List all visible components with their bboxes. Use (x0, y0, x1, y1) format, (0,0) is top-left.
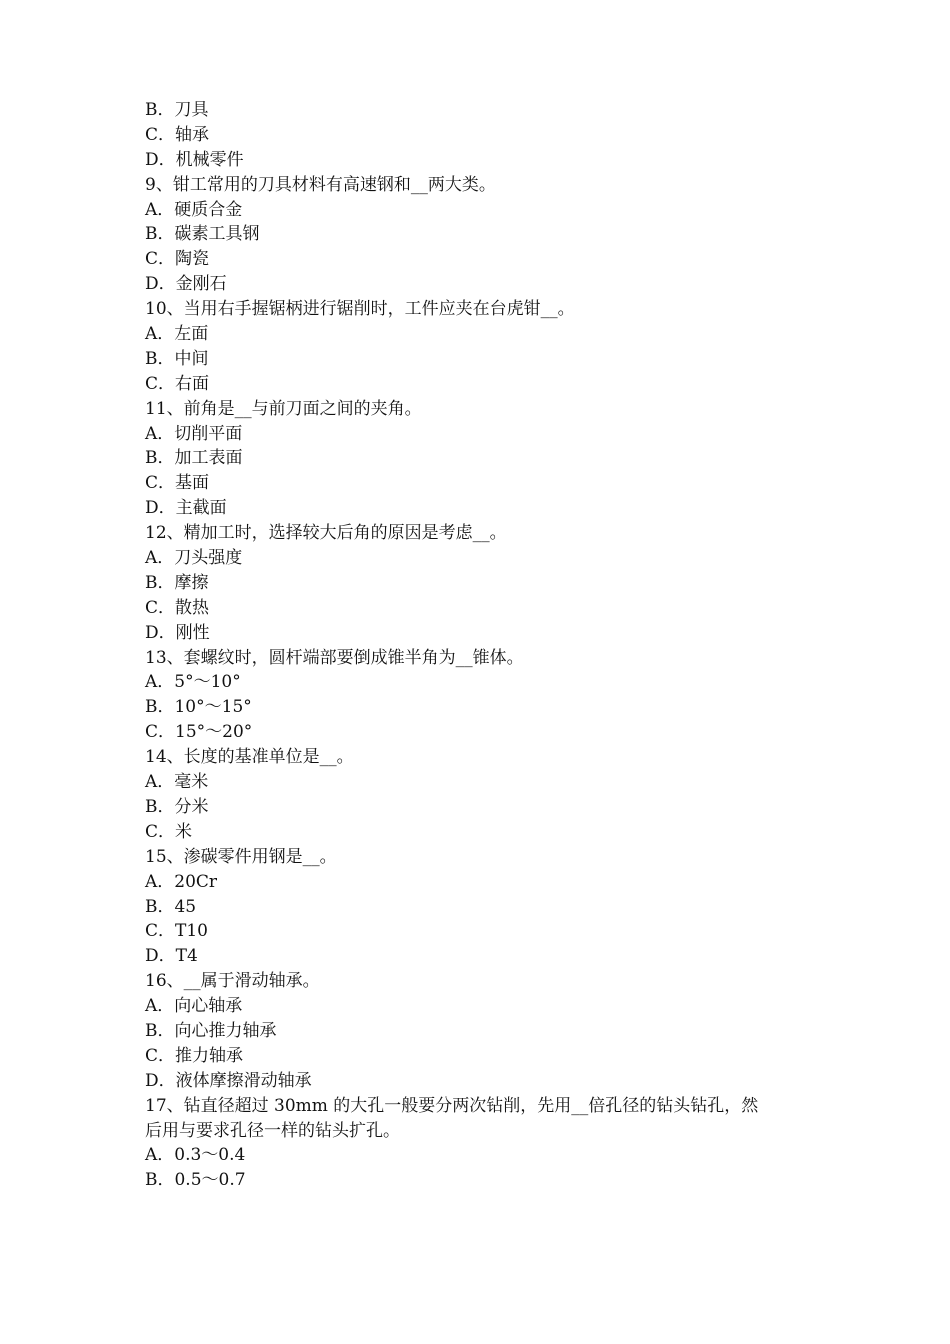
option-line: C．米 (145, 821, 193, 842)
option-line: C．轴承 (145, 124, 210, 145)
option-line: C．右面 (145, 373, 210, 394)
option-line: A．硬质合金 (145, 199, 243, 220)
question-13: 13、套螺纹时，圆杆端部要倒成锥半角为__锥体。 (145, 647, 524, 668)
option-line: A．毫米 (145, 772, 209, 793)
option-line: B．向心推力轴承 (145, 1020, 277, 1041)
question-15: 15、渗碳零件用钢是__。 (145, 846, 337, 867)
option-line: A．刀头强度 (145, 548, 243, 569)
option-line: D．主截面 (145, 498, 227, 519)
option-line: B．中间 (145, 348, 209, 369)
option-line: C．15°～20° (145, 722, 253, 743)
option-line: A．0.3～0.4 (145, 1145, 246, 1166)
option-line: C．基面 (145, 473, 210, 494)
question-12: 12、精加工时，选择较大后角的原因是考虑__。 (145, 523, 507, 544)
option-line: A．5°～10° (145, 672, 241, 693)
option-line: D．液体摩擦滑动轴承 (145, 1070, 312, 1091)
question-9: 9、钳工常用的刀具材料有高速钢和__两大类。 (145, 174, 496, 195)
question-list (145, 98, 815, 1193)
option-line: D．机械零件 (145, 149, 244, 170)
option-line: D．T4 (145, 946, 198, 967)
question-17-continuation: 后用与要求孔径一样的钻头扩孔。 (145, 1120, 400, 1141)
option-line: C．陶瓷 (145, 249, 210, 270)
question-16: 16、__属于滑动轴承。 (145, 971, 320, 992)
option-line: B．45 (145, 896, 197, 917)
question-17: 17、钻直径超过 30mm 的大孔一般要分两次钻削，先用__倍孔径的钻头钻孔，然 (145, 1095, 759, 1116)
option-line: D．刚性 (145, 622, 210, 643)
option-line: C．推力轴承 (145, 1045, 244, 1066)
question-10: 10、当用右手握锯柄进行锯削时，工件应夹在台虎钳__。 (145, 299, 575, 320)
option-line: B．刀具 (145, 100, 209, 120)
option-line: A．左面 (145, 324, 209, 345)
option-line: B．加工表面 (145, 448, 243, 469)
option-line: B．0.5～0.7 (145, 1170, 246, 1191)
option-line: A．切削平面 (145, 423, 243, 444)
option-line: B．摩擦 (145, 572, 209, 593)
option-line: C．散热 (145, 597, 210, 618)
question-14: 14、长度的基准单位是__。 (145, 747, 354, 768)
question-11: 11、前角是__与前刀面之间的夹角。 (145, 398, 422, 419)
option-line: A．向心轴承 (145, 996, 243, 1017)
option-line: B．10°～15° (145, 697, 252, 718)
option-line: A．20Cr (145, 871, 218, 892)
option-line: B．分米 (145, 796, 209, 817)
option-line: C．T10 (145, 921, 208, 942)
option-line: B．碳素工具钢 (145, 224, 260, 245)
option-line: D．金刚石 (145, 274, 227, 295)
